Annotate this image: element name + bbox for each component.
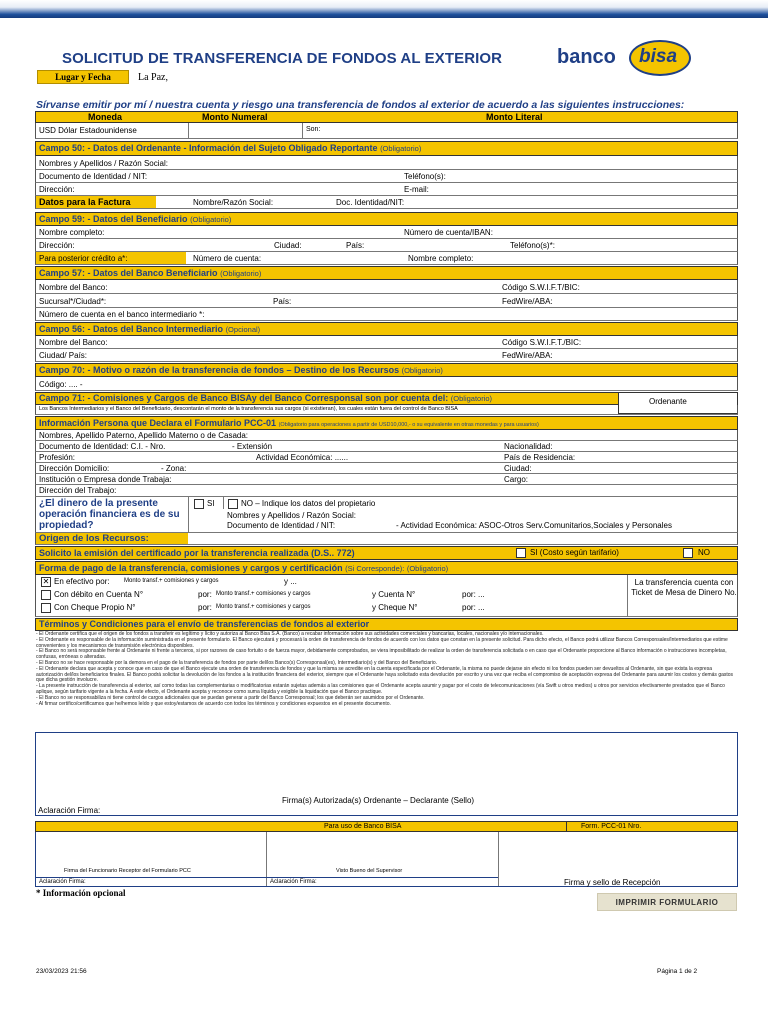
aclaracion-funcionario[interactable]: Aclaración Firma: [39, 879, 86, 885]
propiedad-si-checkbox[interactable] [194, 499, 204, 509]
terminos-title: Términos y Condiciones para el envío de transferencias de fondos al exterior [39, 619, 370, 629]
beneficiario-nombre-field[interactable]: Nombre completo: [39, 228, 105, 237]
footer-page: Página 1 de 2 [657, 968, 698, 975]
efectivo-y: y ... [284, 577, 297, 586]
supervisor-label: Visto Bueno del Supervisor [336, 868, 403, 874]
pcc-domicilio-field[interactable]: Dirección Domicilio: [39, 464, 110, 473]
banco-intermediario-swift-field[interactable]: Código S.W.I.F.T./BIC: [502, 338, 582, 347]
propiedad-question: ¿El dinero de la presente operación financiera es de su propiedad? [39, 498, 180, 531]
ordenante-nombres-field[interactable]: Nombres y Apellidos / Razón Social: [39, 159, 168, 168]
top-band [0, 0, 768, 18]
logo-text: banco [557, 46, 616, 68]
firma-box[interactable] [35, 732, 738, 816]
aclaracion-supervisor[interactable]: Aclaración Firma: [270, 879, 317, 885]
pcc-zona-field[interactable]: - Zona: [161, 464, 187, 473]
campo56-header: Campo 56: - Datos del Banco Intermediario (Opcional) [35, 322, 738, 336]
pcc-extension-field[interactable]: - Extensión [232, 442, 273, 451]
termino-item: - El Ordenante declara que acepta y conoce que en caso de que el Banco ejecute una orden de transferencia de fondos y que la misma se acredite en la cuenta especificada por el Ordenante, la misma no puede dejarse sin efecto ni los fondos pueden ser devueltos al Ordenante, sin que exista la expresa autorización del/los beneficiarios finales. El Banco podrá solicitar la devolución de los fondos a la institución financiera del exterior, siempre que el Ordenante haya solicitado esta devolución por escrito y una vez que reciba el compromiso de aceptación expresa del Ordenante para asumir los costos y demás gastos que dicha gestión involucre. [36, 665, 734, 684]
pcc-nombres-field[interactable]: Nombres, Apellido Paterno, Apellido Materno o de Casada: [39, 431, 249, 440]
factura-doc-field[interactable]: Doc. Identidad/NIT: [336, 198, 405, 207]
firma-aclaracion-label: Aclaración Firma: [38, 806, 101, 815]
bank-logo [557, 38, 735, 78]
amount-row [35, 123, 738, 139]
ordenante-email-field[interactable]: E-mail: [404, 185, 429, 194]
uso-banco-label: Para uso de Banco BISA [324, 823, 402, 830]
termino-item: - La presente instrucción de transferencia al exterior, así como todas las complementarias o modificatorias estarán sujetas además a las comisiones que el Ordenante acepta asumir y pagar por el costo de telecomunicaciones (vía Swift u otros medios) u otros por servicios efectivamente prestados que el Banco aplique, según tarifario vigente a la fecha. A este efecto, el Ordenante acepta y reconoce como suma líquida y exigible la liquidación que el Banco practique. [36, 683, 725, 695]
propietario-actividad-field[interactable]: - Actividad Económica: ASOC-Otros Serv.Comunitarios,Sociales y Personales [396, 521, 672, 530]
certificado-no-label: NO [698, 548, 710, 557]
propietario-nombres-field[interactable]: Nombres y Apellidos / Razón Social: [227, 511, 356, 520]
propiedad-no-checkbox[interactable] [228, 499, 238, 509]
posterior-numero-cuenta-field[interactable]: Número de cuenta: [193, 254, 262, 263]
col-monto-numeral: Monto Numeral [202, 112, 268, 122]
banco-intermediario-fedwire-field[interactable]: FedWire/ABA: [502, 351, 553, 360]
info-opcional-note: * Información opcional [36, 888, 126, 898]
efectivo-checkbox[interactable]: ✕ [42, 577, 50, 586]
termino-item: - El Banco no se hace responsable por la demora en el pago de la transferencia de fondos por parte del/los Banco(s) Corresponsal(es), Intermediario(s) y del Banco del Beneficiario. [36, 659, 438, 666]
banco-beneficiario-sucursal-field[interactable]: Sucursal*/Ciudad*: [39, 297, 107, 306]
banco-beneficiario-nombre-field[interactable]: Nombre del Banco: [39, 283, 108, 292]
footer-timestamp: 23/03/2023 21:56 [36, 968, 87, 975]
logo-mark: bisa [629, 40, 691, 76]
campo50-header [35, 141, 738, 156]
ticket-mesa-dinero[interactable]: La transferencia cuenta con Ticket de Mesa de Dinero No. [631, 578, 737, 597]
beneficiario-telefono-field[interactable]: Teléfono(s)*: [510, 241, 555, 250]
motivo-codigo-field[interactable]: Código: .... - [39, 380, 83, 389]
efectivo-label: En efectivo por: [54, 577, 110, 586]
funcionario-label: Firma del Funcionario Receptor del Formulario PCC [64, 868, 191, 874]
factura-label: Datos para la Factura [39, 197, 131, 207]
pcc-direccion-trabajo-field[interactable]: Dirección del Trabajo: [39, 486, 117, 495]
lugar-fecha-value[interactable]: La Paz, [138, 72, 168, 83]
certificado-si-label: SI (Costo según tarifario) [530, 548, 619, 557]
ordenante-documento-field[interactable]: Documento de Identidad / NIT: [39, 172, 148, 181]
campo59-header: Campo 59: - Datos del Beneficiario (Obligatorio) [35, 212, 738, 226]
forma-pago-body: ✕ En efectivo por: Monto transf.+ comisiones y cargos y ... Con débito en Cuenta N° por: Monto transf.+ comisiones y cargos y Cuenta N° por: ... Con Cheque Propio N° por: Monto transf.+ comisiones y cargos y Cheque N° por: ... La transferencia cuenta con Ticket de Mesa de Dinero No. [35, 575, 738, 617]
campo71-header: Campo 71: - Comisiones y Cargos de Banco BISAy del Banco Corresponsal son por cuenta del: (Obligatorio) [35, 392, 738, 405]
cheque-y-cheque: y Cheque N° [372, 603, 418, 612]
factura-nombre-field[interactable]: Nombre/Razón Social: [193, 198, 274, 207]
certificado-label: Solicito la emisión del certificado por la transferencia realizada (D.S.. 772) [39, 548, 355, 558]
pcc-ciudad-field[interactable]: Ciudad: [504, 464, 532, 473]
banco-intermediario-ciudad-field[interactable]: Ciudad/ País: [39, 351, 88, 360]
beneficiario-cuenta-field[interactable]: Número de cuenta/IBAN: [404, 228, 493, 237]
intro-text: Sírvanse emitir por mí / nuestra cuenta y riesgo una transferencia de fondos al exterior de acuerdo a las siguientes instrucciones: [36, 99, 685, 111]
terminos-list [36, 632, 736, 707]
uso-banco-body [35, 832, 738, 887]
pcc-pais-residencia-field[interactable]: País de Residencia: [504, 453, 576, 462]
propiedad-si-label: SI [207, 499, 215, 508]
termino-item: - El Ordenante es responsable de la información suministrada en el presente formulario. El Banco ejecutará y procesará la orden de transferencia de fondos de acuerdo con los datos que constan en la presente solicitud. Para dicho efecto, el Banco podrá utilizar Bancos Corresponsales/Intermediarios que estime convenientes y los mecanismos de transmisión electrónica disponibles. [36, 636, 728, 649]
beneficiario-direccion-field[interactable]: Dirección: [39, 241, 75, 250]
col-monto-literal: Monto Literal [486, 112, 543, 122]
campo70-header: Campo 70: - Motivo o razón de la transferencia de fondos – Destino de los Recursos (Obligatorio) [35, 363, 738, 377]
posterior-credito-label: Para posterior crédito a*: [39, 254, 128, 263]
pcc-cargo-field[interactable]: Cargo: [504, 475, 529, 484]
termino-item: - Al firmar certifico/certificamos que he/hemos leído y que estoy/estamos de acuerdo con todos los términos y condiciones expuestos en el presente documento. [36, 700, 391, 707]
comisiones-select[interactable]: Ordenante [618, 392, 738, 414]
pcc-header: Información Persona que Declara el Formulario PCC-01 (Obligatorio para operaciones a partir de USD10,000,- o su equivalente en otras monedas y para usuarios) [35, 416, 738, 430]
debito-checkbox[interactable] [41, 590, 51, 600]
termino-item: - El Banco no se responsabiliza ni tiene control de cargos adicionales que se puedan generar a partir del Banco Corresponsal; los que deberán ser asumidos por el Ordenante. [36, 694, 425, 701]
print-button[interactable]: IMPRIMIR FORMULARIO [597, 893, 737, 911]
certificado-si-checkbox[interactable] [516, 548, 526, 558]
pcc-nacionalidad-field[interactable]: Nacionalidad: [504, 442, 553, 451]
debito-label: Con débito en Cuenta N° [54, 590, 144, 599]
termino-item: - El Ordenante certifica que el origen de los fondos a transferir es legítimo y lícito y autoriza al Banco Bisa S.A. (Banco) a recabar información sobre sus actividades comerciales y bancarias, locales, nacionales y/o internacionales. [36, 631, 544, 637]
pcc-profesion-field[interactable]: Profesión: [39, 453, 76, 462]
propietario-doc-field[interactable]: Documento de Identidad / NIT: [227, 521, 336, 530]
cheque-checkbox[interactable] [41, 603, 51, 613]
uso-banco-header [35, 821, 738, 832]
moneda-value[interactable]: USD Dólar Estadounidense [39, 126, 137, 135]
certificado-no-checkbox[interactable] [683, 548, 693, 558]
pcc-institucion-field[interactable]: Institución o Empresa donde Trabaja: [39, 475, 172, 484]
banco-beneficiario-swift-field[interactable]: Código S.W.I.F.T/BIC: [502, 283, 580, 292]
certificado-row [35, 546, 738, 560]
recepcion-label: Firma y sello de Recepción [564, 878, 661, 887]
banco-beneficiario-fedwire-field[interactable]: FedWire/ABA: [502, 297, 553, 306]
forma-pago-header: Forma de pago de la transferencia, comisiones y cargos y certificación (Si Corresponde): (Obligatorio) [35, 561, 738, 575]
cheque-label: Con Cheque Propio N° [54, 603, 136, 612]
campo71-note: Los Bancos Intermediarios y el Banco del Beneficiario, descontarán el monto de la transferencia sus cargos (si existieran), los cuales están fuera del control de Banco BISA [39, 406, 458, 412]
firma-autorizada-label: Firma(s) Autorizada(s) Ordenante – Declarante (Sello) [282, 796, 475, 805]
pcc-actividad-field[interactable]: Actividad Económica: ...... [256, 453, 349, 462]
termino-item: - El Banco no será responsable frente al Ordenante ni frente a terceros, si por razones de caso fortuito o de fuerza mayor, debidamente comprobados, se viera imposibilitado de realizar la orden de transferencia solicitada o en caso que el Ordenante proporcione al Banco información o instrucciones incompletas, confusas, erróneas o alteradas. [36, 648, 727, 661]
lugar-fecha-label: Lugar y Fecha [37, 70, 129, 84]
campo50-title: Campo 50: - Datos del Ordenante - Información del Sujeto Obligado Reportante (Obligatorio) [39, 143, 422, 153]
cuenta-intermediario-field[interactable]: Número de cuenta en el banco intermediario *: [39, 310, 205, 319]
ordenante-direccion-field[interactable]: Dirección: [39, 185, 75, 194]
origen-recursos-label: Origen de los Recursos: [39, 533, 149, 544]
ordenante-telefono-field[interactable]: Teléfono(s): [404, 172, 446, 181]
banco-intermediario-nombre-field[interactable]: Nombre del Banco: [39, 338, 108, 347]
efectivo-detail: Monto transf.+ comisiones y cargos [124, 578, 219, 584]
debito-y-cuenta: y Cuenta N° [372, 590, 416, 599]
page-title: SOLICITUD DE TRANSFERENCIA DE FONDOS AL EXTERIOR [62, 50, 503, 67]
propiedad-no-label: NO – Indique los datos del propietario [241, 499, 376, 508]
terminos-header [35, 618, 738, 631]
beneficiario-pais-field[interactable]: País: [346, 241, 365, 250]
campo57-header: Campo 57: - Datos del Banco Beneficiario (Obligatorio) [35, 266, 738, 280]
banco-beneficiario-pais-field[interactable]: País: [273, 297, 292, 306]
son-label: Son: [306, 126, 321, 133]
col-moneda: Moneda [88, 112, 123, 122]
form-pcc-nro-label: Form. PCC-01 Nro. [581, 823, 642, 830]
beneficiario-ciudad-field[interactable]: Ciudad: [274, 241, 302, 250]
posterior-nombre-field[interactable]: Nombre completo: [408, 254, 474, 263]
amount-header [35, 111, 738, 123]
pcc-documento-field[interactable]: Documento de Identidad: C.I. - Nro. [39, 442, 166, 451]
